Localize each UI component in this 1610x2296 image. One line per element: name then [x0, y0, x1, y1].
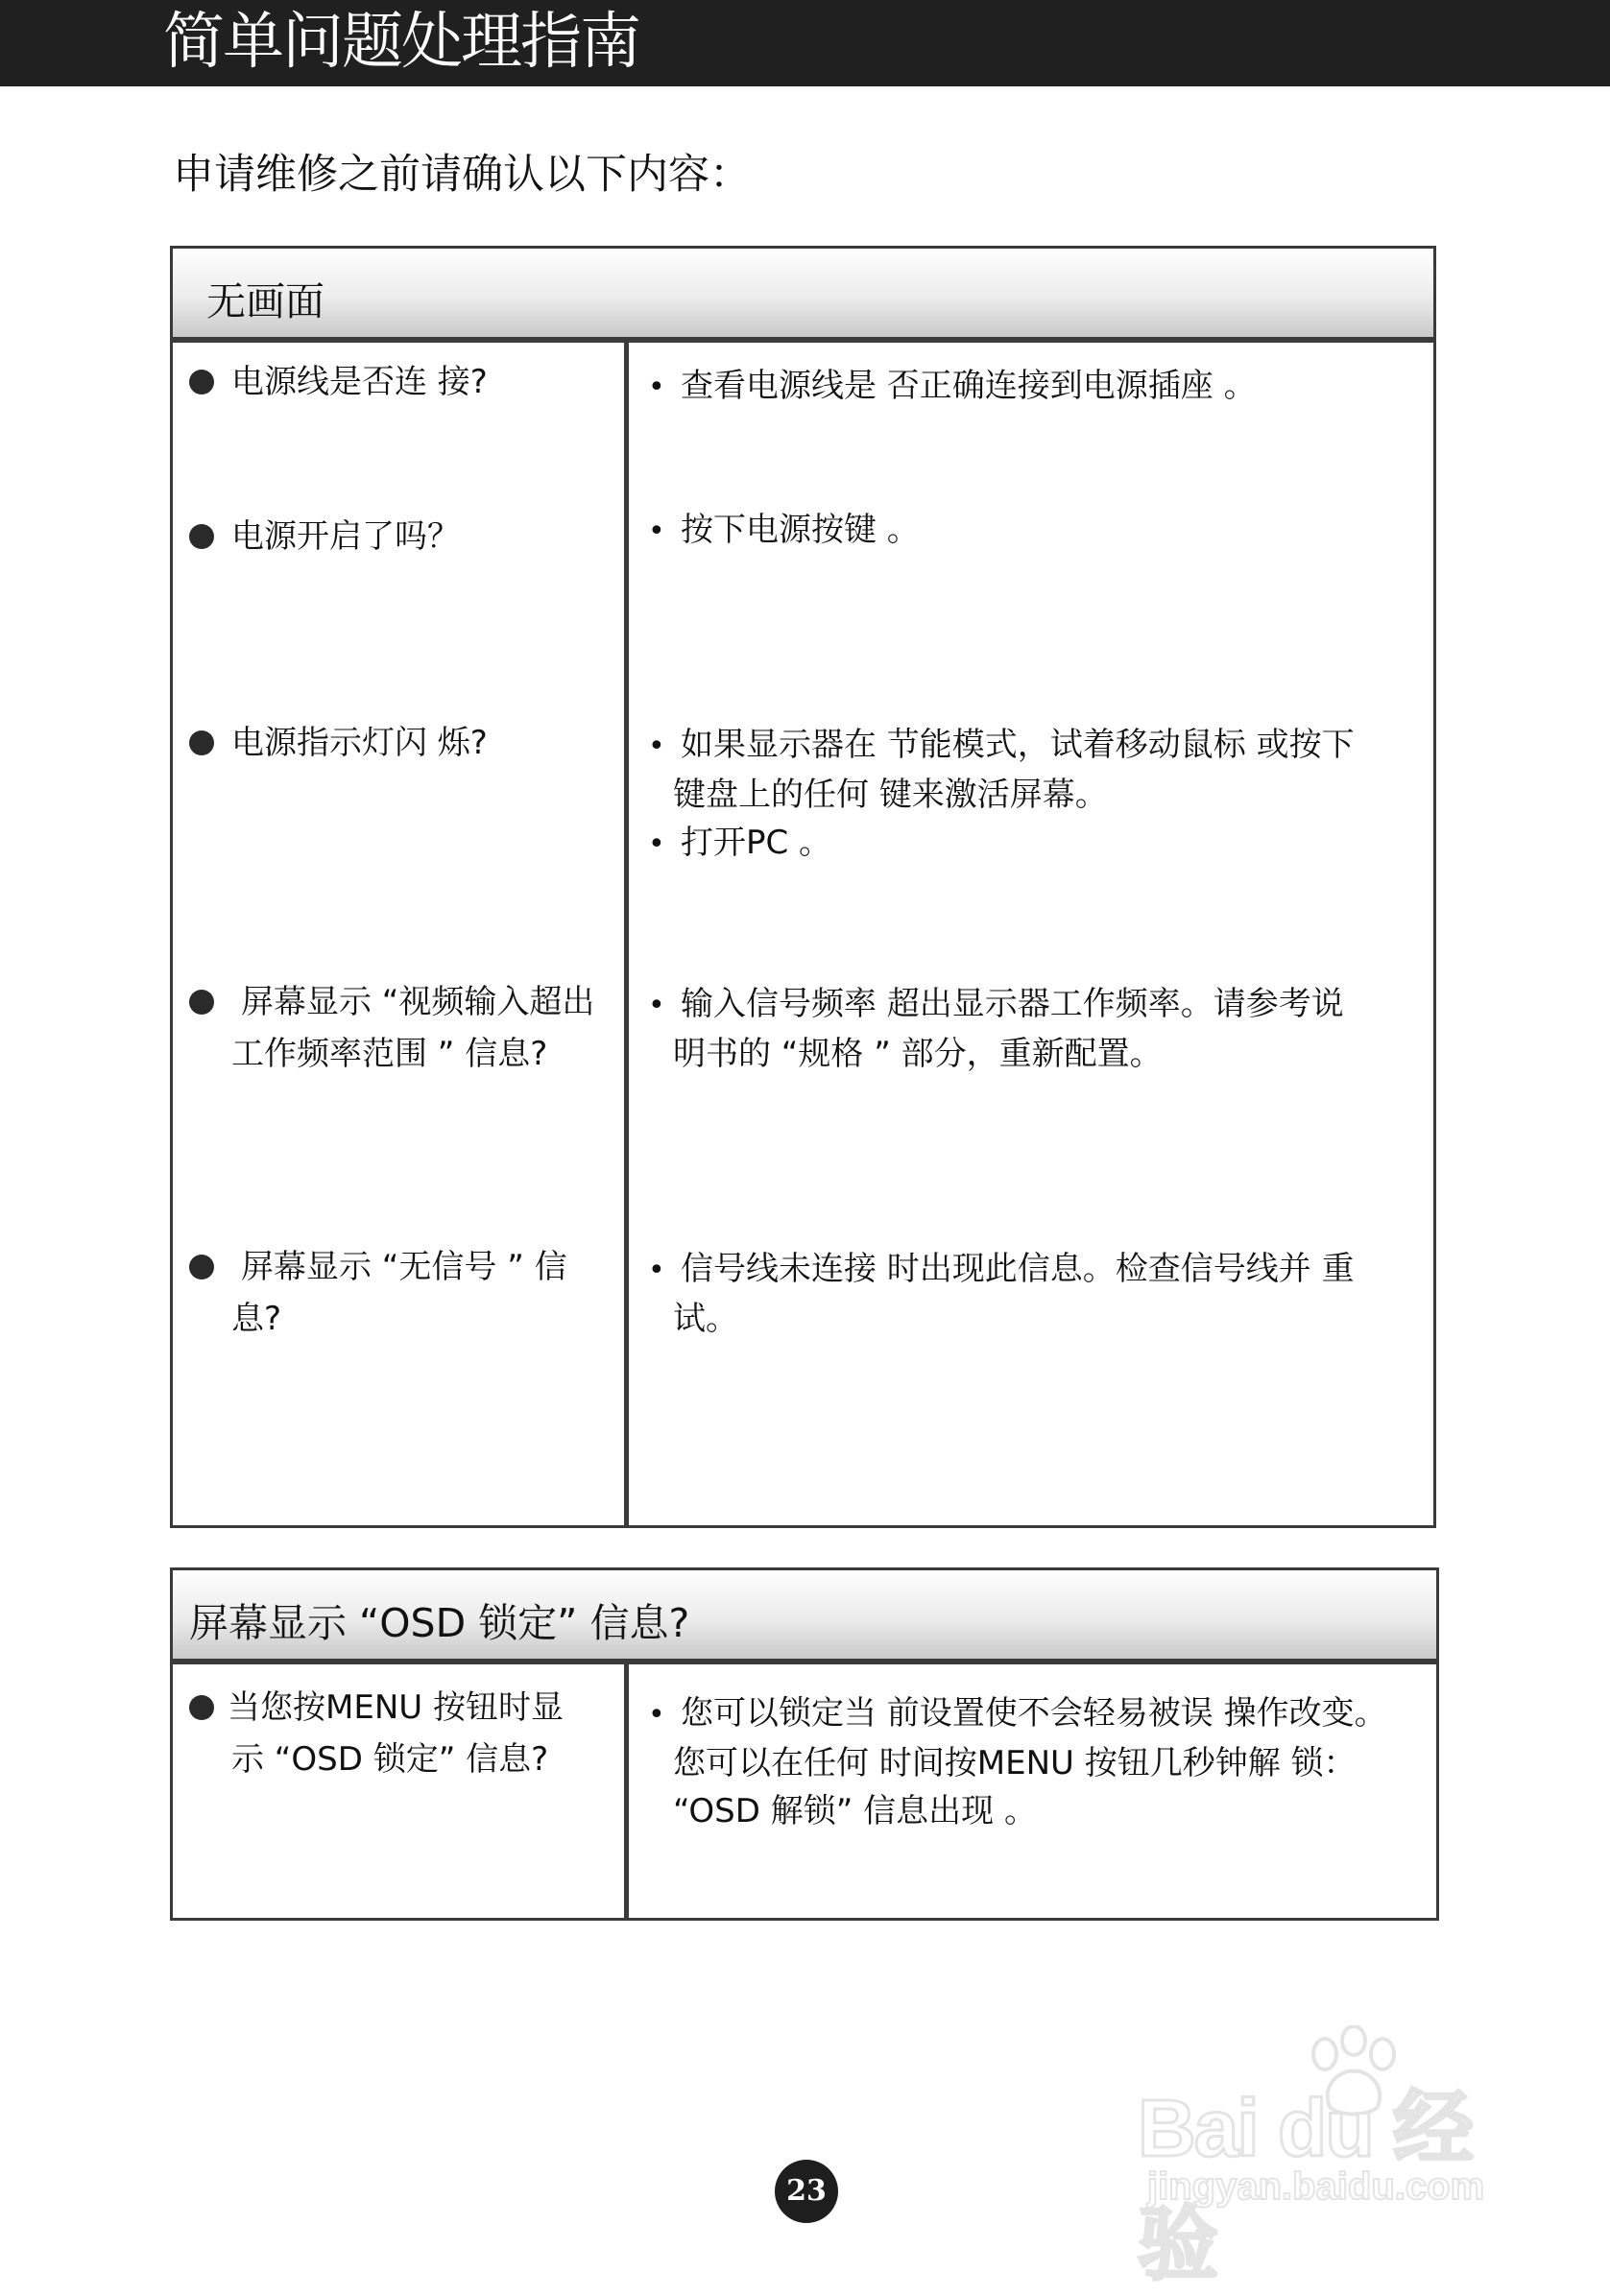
answer-item	[648, 1245, 1416, 1343]
answer-text: “OSD 解锁” 信息出现 。	[673, 1792, 1037, 1830]
answer-text: 明书的 “规格 ” 部分，重新配置。	[673, 1035, 1163, 1073]
page-number: 23	[775, 2160, 838, 2223]
question-text: 息?	[231, 1300, 282, 1338]
bullet-dot-icon	[189, 730, 214, 755]
answer-line	[648, 1739, 1426, 1787]
bullet-dot-icon	[189, 1695, 214, 1720]
column-divider	[624, 1664, 629, 1918]
bullet-icon: •	[648, 514, 665, 548]
question-text: 工作频率范围 ” 信息?	[231, 1035, 548, 1073]
bullet-icon: •	[648, 729, 665, 763]
answer-text: 查看电源线是 否正确连接到电源插座 。	[681, 367, 1257, 405]
answer-text: 输入信号频率 超出显示器工作频率。请参考说	[681, 985, 1344, 1023]
bullet-icon: •	[648, 989, 665, 1022]
question-text: 屏幕显示 “无信号 ” 信	[241, 1248, 567, 1286]
question-item	[189, 717, 612, 769]
answer-text: 按下电源按键 。	[681, 511, 920, 549]
question-item	[189, 1682, 612, 1785]
answer-text: 您可以在任何 时间按MENU 按钮几秒钟解 锁：	[673, 1744, 1357, 1782]
answer-line	[648, 1295, 1416, 1343]
watermark-brand: Bai du 经验	[1138, 2083, 1473, 2289]
question-text: 电源线是否连 接?	[231, 363, 488, 401]
watermark-url: jingyan.baidu.com	[1147, 2165, 1485, 2208]
answer-item	[648, 506, 1416, 556]
answer-line	[648, 1030, 1416, 1078]
header-bar	[0, 0, 1610, 86]
answer-line	[648, 721, 1416, 771]
bullet-dot-icon	[189, 524, 214, 549]
bullet-icon: •	[648, 371, 665, 404]
answer-item	[648, 721, 1416, 869]
section-heading	[173, 1570, 1436, 1664]
column-divider	[624, 343, 629, 1525]
page-title: 简单问题处理指南	[163, 7, 639, 78]
answer-line	[648, 819, 1416, 869]
answer-text: 键盘上的任何 键来激活屏幕。	[673, 776, 1108, 814]
answer-text: 信号线未连接 时出现此信息。检查信号线并 重	[681, 1250, 1355, 1288]
baidu-watermark	[1138, 2025, 1541, 2289]
bullet-dot-icon	[189, 1255, 214, 1280]
answer-text: 如果显示器在 节能模式，试着移动鼠标 或按下	[681, 726, 1355, 764]
bullet-icon: •	[648, 1698, 665, 1732]
section-heading-text: 无画面	[206, 278, 324, 324]
bullet-icon: •	[648, 1254, 665, 1287]
question-item	[189, 356, 612, 408]
intro-text: 申请维修之前请确认以下内容：	[173, 151, 751, 199]
question-text: 当您按MENU 按钮时显	[228, 1688, 564, 1727]
question-text: 电源开启了吗？	[231, 517, 460, 556]
answer-text: 您可以锁定当 前设置使不会轻易被误 操作改变。	[681, 1694, 1387, 1733]
answer-text: 打开PC 。	[681, 824, 832, 862]
section-heading-text: 屏幕显示 “OSD 锁定” 信息?	[189, 1600, 690, 1646]
answer-line	[648, 771, 1416, 819]
answer-item	[648, 362, 1416, 412]
section-osd-lock	[170, 1567, 1439, 1921]
question-item	[189, 1241, 612, 1345]
answer-line	[648, 1689, 1426, 1739]
answer-line	[648, 1787, 1426, 1835]
section-no-picture	[170, 246, 1436, 1528]
answer-line	[648, 1245, 1416, 1295]
answer-text: 试。	[673, 1300, 738, 1338]
question-text: 示 “OSD 锁定” 信息?	[231, 1740, 549, 1779]
question-item	[189, 511, 612, 562]
question-text: 屏幕显示 “视频输入超出	[241, 983, 595, 1021]
section-heading	[173, 249, 1433, 343]
bullet-icon: •	[648, 827, 665, 861]
bullet-dot-icon	[189, 370, 214, 395]
answer-line	[648, 362, 1416, 412]
answer-line	[648, 506, 1416, 556]
answer-item	[648, 1689, 1426, 1835]
answer-item	[648, 980, 1416, 1078]
question-item	[189, 976, 621, 1080]
bullet-dot-icon	[189, 990, 214, 1015]
answer-line	[648, 980, 1416, 1030]
question-text: 电源指示灯闪 烁?	[231, 724, 488, 762]
